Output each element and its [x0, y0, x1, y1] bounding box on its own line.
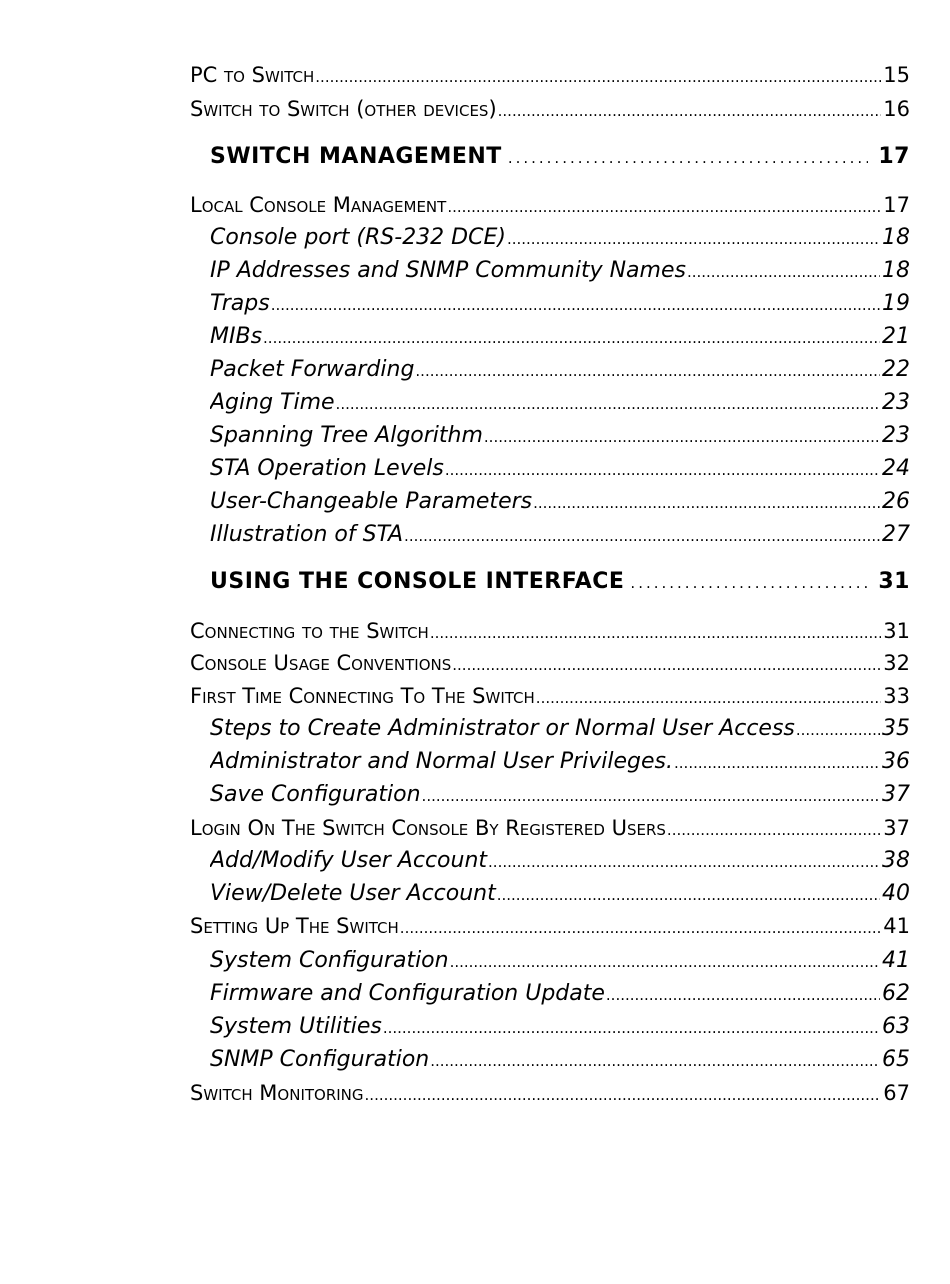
toc-entry-title: System Configuration — [210, 948, 449, 973]
toc-entry-page: 41 — [882, 948, 910, 973]
toc-subentry-mibs[interactable] — [210, 324, 910, 349]
dot-leader — [315, 68, 881, 86]
toc-entry-title: Firmware and Configuration Update — [210, 981, 605, 1006]
toc-entry-page: 26 — [882, 489, 910, 514]
dot-leader — [336, 395, 880, 413]
toc-entry-page: 23 — [882, 423, 910, 448]
toc-entry-page: 67 — [883, 1081, 910, 1105]
toc-chapter-using-the-console-interface[interactable] — [210, 569, 910, 594]
toc-entry-title: Login On The Switch Console By Registered Users — [190, 816, 666, 840]
toc-entry-page: 63 — [882, 1014, 910, 1039]
toc-entry-title: Save Configuration — [210, 782, 421, 807]
toc-subentry-sta-operation-levels[interactable] — [210, 456, 910, 481]
dot-leader — [263, 329, 880, 347]
toc-subentry-aging-time[interactable] — [210, 390, 910, 415]
dot-leader — [447, 198, 881, 216]
toc-entry-local-console-management[interactable] — [190, 193, 910, 217]
toc-subentry-firmware-update[interactable] — [210, 981, 910, 1006]
dot-leader — [533, 494, 880, 512]
toc-entry-page: 17 — [883, 193, 910, 217]
dot-leader — [404, 527, 880, 545]
toc-entry-page: 38 — [882, 848, 910, 873]
toc-entry-title: Administrator and Normal User Privileges. — [210, 749, 674, 774]
toc-subentry-illustration-of-sta[interactable] — [210, 522, 910, 547]
toc-entry-page: 37 — [882, 782, 910, 807]
toc-subentry-system-configuration[interactable] — [210, 948, 910, 973]
toc-entry-page: 16 — [883, 97, 910, 121]
dot-leader — [667, 821, 881, 839]
toc-subentry-snmp-configuration[interactable] — [210, 1047, 910, 1072]
toc-entry-page: 33 — [883, 684, 910, 708]
toc-subentry-spanning-tree[interactable] — [210, 423, 910, 448]
toc-entry-page: 15 — [883, 63, 910, 87]
toc-entry-title: Console Usage Conventions — [190, 651, 452, 675]
toc-chapter-title: USING THE CONSOLE INTERFACE — [210, 569, 625, 594]
toc-entry-title: Local Console Management — [190, 193, 447, 217]
dot-leader — [383, 1019, 880, 1037]
dot-leader — [452, 656, 881, 674]
toc-entry-page: 41 — [883, 914, 910, 938]
toc-entry-pc-to-switch[interactable] — [190, 63, 910, 87]
dot-leader — [430, 1052, 880, 1070]
dot-leader — [630, 574, 868, 592]
dot-leader — [430, 624, 881, 642]
toc-entry-title: Switch to Switch (other devices) — [190, 97, 497, 121]
toc-entry-title: Packet Forwarding — [210, 357, 415, 382]
toc-entry-title: Illustration of STA — [210, 522, 404, 547]
toc-entry-page: 31 — [883, 619, 910, 643]
toc-subentry-console-port[interactable] — [210, 225, 910, 250]
toc-entry-page: 36 — [882, 749, 910, 774]
toc-subentry-ip-addresses[interactable] — [210, 258, 910, 283]
toc-chapter-switch-management[interactable] — [210, 144, 910, 169]
toc-subentry-save-configuration[interactable] — [210, 782, 910, 807]
toc-entry-page: 37 — [883, 816, 910, 840]
toc-chapter-page: 17 — [878, 144, 910, 169]
toc-subentry-system-utilities[interactable] — [210, 1014, 910, 1039]
toc-entry-title: Connecting to the Switch — [190, 619, 429, 643]
toc-subentry-view-delete-user[interactable] — [210, 881, 910, 906]
toc-entry-page: 27 — [882, 522, 910, 547]
toc-entry-title: Traps — [210, 291, 270, 316]
toc-entry-title: PC to Switch — [190, 63, 315, 87]
toc-entry-title: Setting Up The Switch — [190, 914, 399, 938]
toc-entry-page: 32 — [883, 651, 910, 675]
dot-leader — [450, 953, 880, 971]
toc-subentry-add-modify-user[interactable] — [210, 848, 910, 873]
toc-entry-page: 23 — [882, 390, 910, 415]
dot-leader — [507, 230, 880, 248]
dot-leader — [422, 787, 880, 805]
dot-leader — [498, 102, 882, 120]
toc-entry-console-usage-conventions[interactable] — [190, 651, 910, 675]
toc-entry-title: Aging Time — [210, 390, 335, 415]
dot-leader — [400, 919, 881, 937]
toc-subentry-steps-to-create-access[interactable] — [210, 716, 910, 741]
dot-leader — [488, 853, 880, 871]
toc-entry-first-time-connecting[interactable] — [190, 684, 910, 708]
toc-entry-page: 19 — [882, 291, 910, 316]
toc-entry-connecting-to-the-switch[interactable] — [190, 619, 910, 643]
toc-entry-title: System Utilities — [210, 1014, 382, 1039]
toc-subentry-packet-forwarding[interactable] — [210, 357, 910, 382]
toc-entry-page: 62 — [882, 981, 910, 1006]
dot-leader — [445, 461, 880, 479]
dot-leader — [687, 263, 880, 281]
toc-entry-switch-monitoring[interactable] — [190, 1081, 910, 1105]
toc-entry-setting-up-the-switch[interactable] — [190, 914, 910, 938]
dot-leader — [365, 1086, 882, 1104]
toc-entry-switch-to-switch[interactable] — [190, 97, 910, 121]
toc-entry-title: MIBs — [210, 324, 263, 349]
toc-entry-title: Steps to Create Administrator or Normal User Access — [210, 716, 795, 741]
toc-chapter-page: 31 — [878, 569, 910, 594]
toc-entry-title: User-Changeable Parameters — [210, 489, 533, 514]
toc-subentry-user-changeable-parameters[interactable] — [210, 489, 910, 514]
toc-entry-page: 35 — [882, 716, 910, 741]
toc-entry-page: 65 — [882, 1047, 910, 1072]
toc-entry-page: 18 — [882, 225, 910, 250]
toc-subentry-user-privileges[interactable] — [210, 749, 910, 774]
toc-entry-page: 21 — [882, 324, 910, 349]
dot-leader — [796, 721, 880, 739]
dot-leader — [674, 754, 880, 772]
toc-entry-title: First Time Connecting To The Switch — [190, 684, 535, 708]
toc-entry-title: View/Delete User Account — [210, 881, 496, 906]
toc-entry-login-registered-users[interactable] — [190, 816, 910, 840]
toc-subentry-traps[interactable] — [210, 291, 910, 316]
toc-entry-page: 22 — [882, 357, 910, 382]
dot-leader — [415, 362, 880, 380]
dot-leader — [271, 296, 880, 314]
toc-chapter-title: SWITCH MANAGEMENT — [210, 144, 502, 169]
dot-leader — [497, 886, 880, 904]
toc-entry-title: Switch Monitoring — [190, 1081, 364, 1105]
dot-leader — [508, 149, 869, 167]
toc-entry-page: 40 — [882, 881, 910, 906]
toc-entry-title: Add/Modify User Account — [210, 848, 488, 873]
dot-leader — [484, 428, 880, 446]
toc-entry-title: SNMP Configuration — [210, 1047, 430, 1072]
dot-leader — [536, 689, 881, 707]
toc-entry-title: Spanning Tree Algorithm — [210, 423, 483, 448]
dot-leader — [606, 986, 880, 1004]
toc-entry-title: IP Addresses and SNMP Community Names — [210, 258, 686, 283]
toc-entry-page: 18 — [882, 258, 910, 283]
toc-entry-page: 24 — [882, 456, 910, 481]
toc-entry-title: Console port (RS-232 DCE) — [210, 225, 506, 250]
toc-entry-title: STA Operation Levels — [210, 456, 444, 481]
